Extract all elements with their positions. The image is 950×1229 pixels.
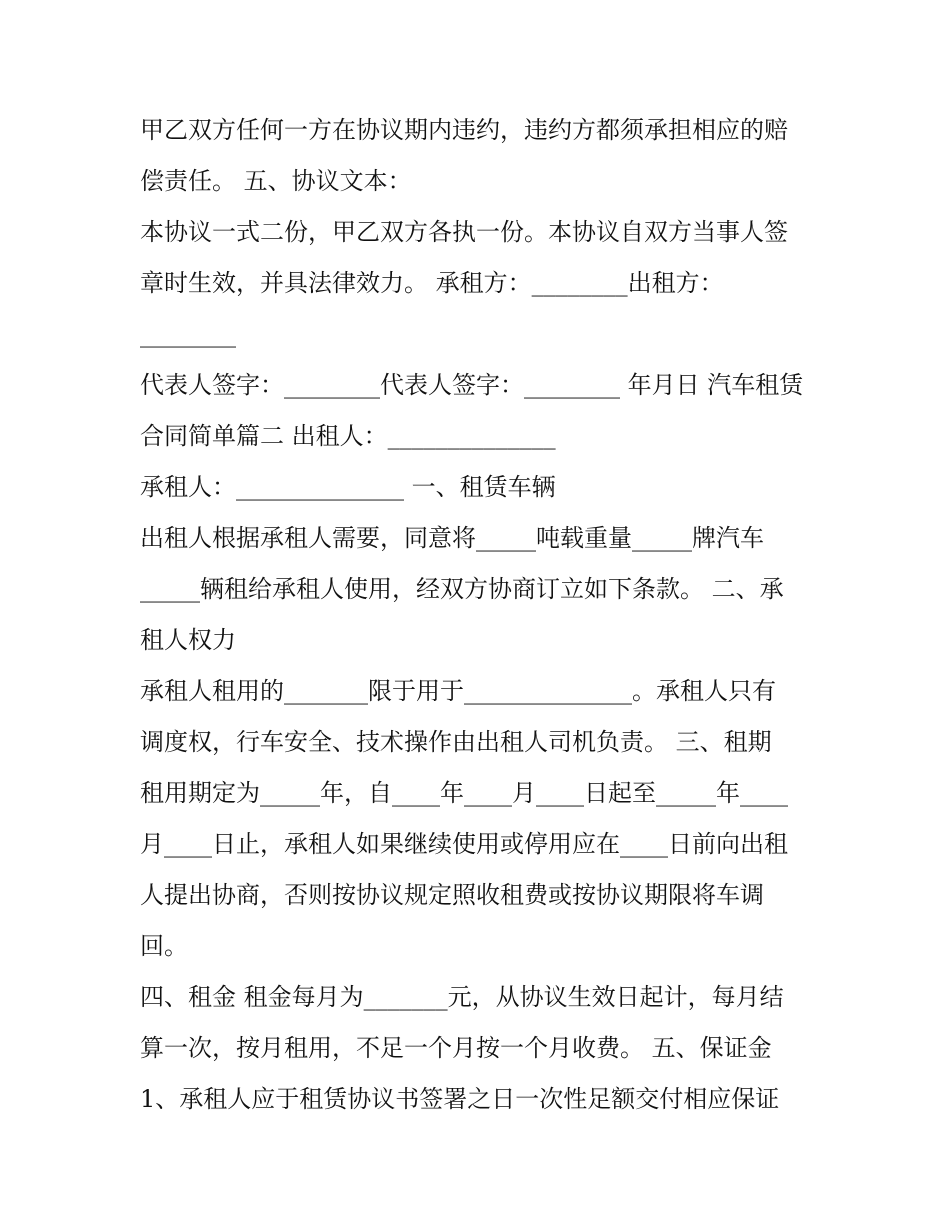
text-line: 人提出协商，否则按协议规定照收租费或按协议期限将车调 xyxy=(140,881,764,909)
text-line: 偿责任。 五、协议文本： xyxy=(140,167,412,195)
text-line: 回。 xyxy=(140,932,188,960)
text-line: 合同简单篇二 出租人：______________ xyxy=(140,422,556,450)
text-line: 调度权，行车安全、技术操作由出租人司机负责。 三、租期 xyxy=(140,728,772,756)
text-line: 本协议一式二份，甲乙双方各执一份。本协议自双方当事人签 xyxy=(140,218,788,246)
text-line: 租用期定为_____年，自____年____月____日起至_____年____ xyxy=(140,779,788,807)
text-line: 四、租金 租金每月为_______元，从协议生效日起计，每月结 xyxy=(140,983,784,1011)
text-line: 租人权力 xyxy=(140,626,236,654)
text-line: 1、承租人应于租赁协议书签署之日一次性足额交付相应保证 xyxy=(140,1085,780,1113)
text-line: 甲乙双方任何一方在协议期内违约，违约方都须承担相应的赔 xyxy=(140,116,788,144)
text-line: 出租人根据承租人需要，同意将_____吨载重量_____牌汽车 xyxy=(140,524,764,552)
text-line: _____辆租给承租人使用，经双方协商订立如下条款。 二、承 xyxy=(140,575,784,603)
text-line: 承租人：______________ 一、租赁车辆 xyxy=(140,473,556,501)
text-line: 承租人租用的_______限于用于______________。承租人只有 xyxy=(140,677,776,705)
text-line: 代表人签字：________代表人签字：________ 年月日 汽车租赁 xyxy=(140,371,804,399)
text-line: ________ xyxy=(140,320,236,348)
contract-text xyxy=(140,105,820,1125)
text-line: 章时生效，并具法律效力。 承租方：________出租方： xyxy=(140,269,724,297)
text-line: 月____日止，承租人如果继续使用或停用应在____日前向出租 xyxy=(140,830,788,858)
text-line: 算一次，按月租用，不足一个月按一个月收费。 五、保证金 xyxy=(140,1034,772,1062)
